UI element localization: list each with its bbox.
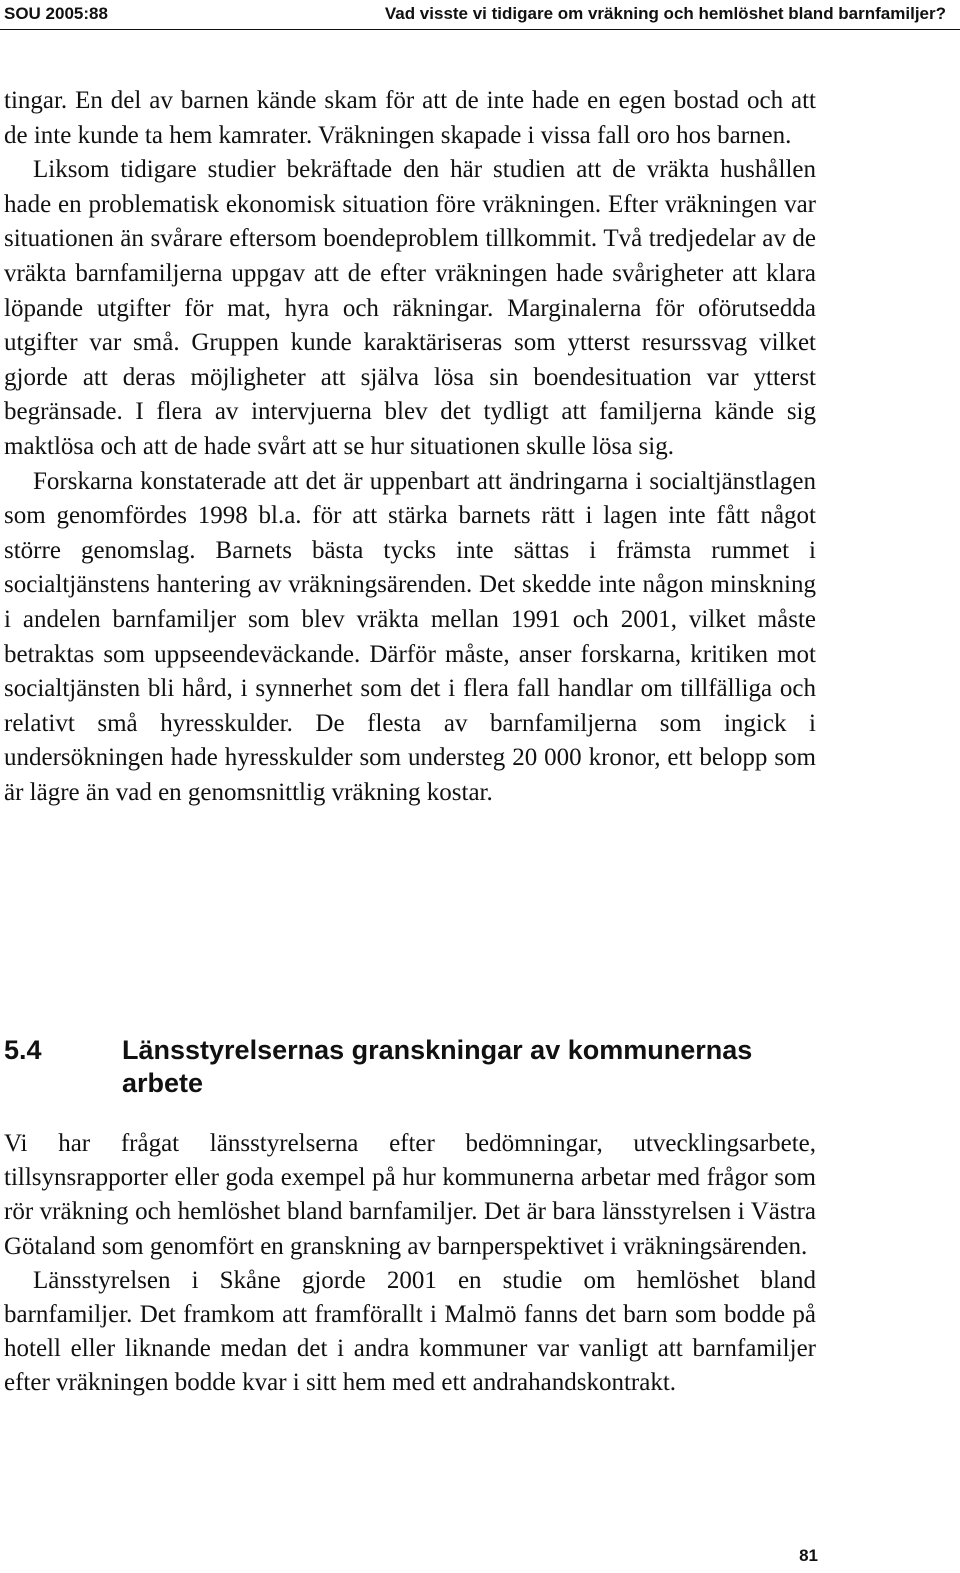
section-number: 5.4 bbox=[4, 1035, 42, 1065]
chapter-title: Vad visste vi tidigare om vräkning och hemlöshet bland barnfamiljer? bbox=[384, 4, 946, 23]
paragraph: Vi har frågat länsstyrelserna efter bedömningar, utvecklingsarbete, tillsynsrapporter eller goda exempel på hur kommunerna arbetar med frågor som rör vräkning och hemlöshet bland barnfamiljer. Det är bara länsstyrelsen i Västra Götaland som genomfört en granskning av barnperspektivet i vräkningsärenden. bbox=[4, 1130, 816, 1260]
section-title: Länsstyrelsernas granskningar av kommunernas arbete bbox=[122, 1035, 753, 1098]
paragraph: Länsstyrelsen i Skåne gjorde 2001 en studie om hemlöshet bland barnfamiljer. Det framkom att framförallt i Malmö fanns det barn som bodde på hotell eller liknande medan det i andra kommuner var vanligt att barnfamiljer efter vräkningen bodde kvar i sitt hem med ett andrahandskontrakt. bbox=[4, 1266, 816, 1397]
paragraph: Liksom tidigare studier bekräftade den här studien att de vräkta hushållen hade en problematisk ekonomisk situation före vräkningen. Efter vräkningen var situationen än svårare eftersom boendeproblem tillkommit. Två tredjedelar av de vräkta barnfamiljerna uppgav att de efter vräkningen hade svårigheter att klara löpande utgifter för mat, hyra och räkningar. Marginalerna för oförutsedda utgifter var små. Gruppen kunde karaktäriseras som ytterst resurssvag vilket gjorde att deras möjligheter att själva lösa sin boendesituation var ytterst begränsade. I flera av intervjuerna blev det tydligt att familjerna kände sig maktlösa och att de hade svårt att se hur situationen skulle lösa sig. bbox=[4, 156, 816, 460]
running-header bbox=[0, 0, 960, 30]
paragraph: Forskarna konstaterade att det är uppenbart att ändringarna i socialtjänstlagen som genomfördes 1998 bl.a. för att stärka barnets rätt i lagen inte fått något större genomslag. Barnets bästa tycks inte sättas i främsta rummet i socialtjänstens hantering av vräkningsärenden. Det skedde inte någon minskning i andelen barnfamiljer som blev vräkta mellan 1991 och 2001, vilket måste betraktas som uppseendeväckande. Därför måste, anser forskarna, kritiken mot socialtjänsten bli hård, i synnerhet som det i flera fall handlar om tillfälliga och relativt små hyresskulder. De flesta av barnfamiljerna som ingick i undersökningen hade hyresskulder som understeg 20 000 kronor, ett belopp som är lägre än vad en genomsnittlig vräkning kostar. bbox=[4, 467, 816, 806]
report-id: SOU 2005:88 bbox=[4, 4, 108, 23]
header-rule bbox=[0, 29, 960, 30]
body-text bbox=[4, 84, 816, 810]
section-body-text bbox=[4, 1127, 816, 1401]
paragraph: tingar. En del av barnen kände skam för att de inte hade en egen bostad och att de inte kunde ta hem kamrater. Vräkningen skapade i vissa fall oro hos barnen. bbox=[4, 87, 816, 149]
page-number: 81 bbox=[799, 1546, 818, 1565]
